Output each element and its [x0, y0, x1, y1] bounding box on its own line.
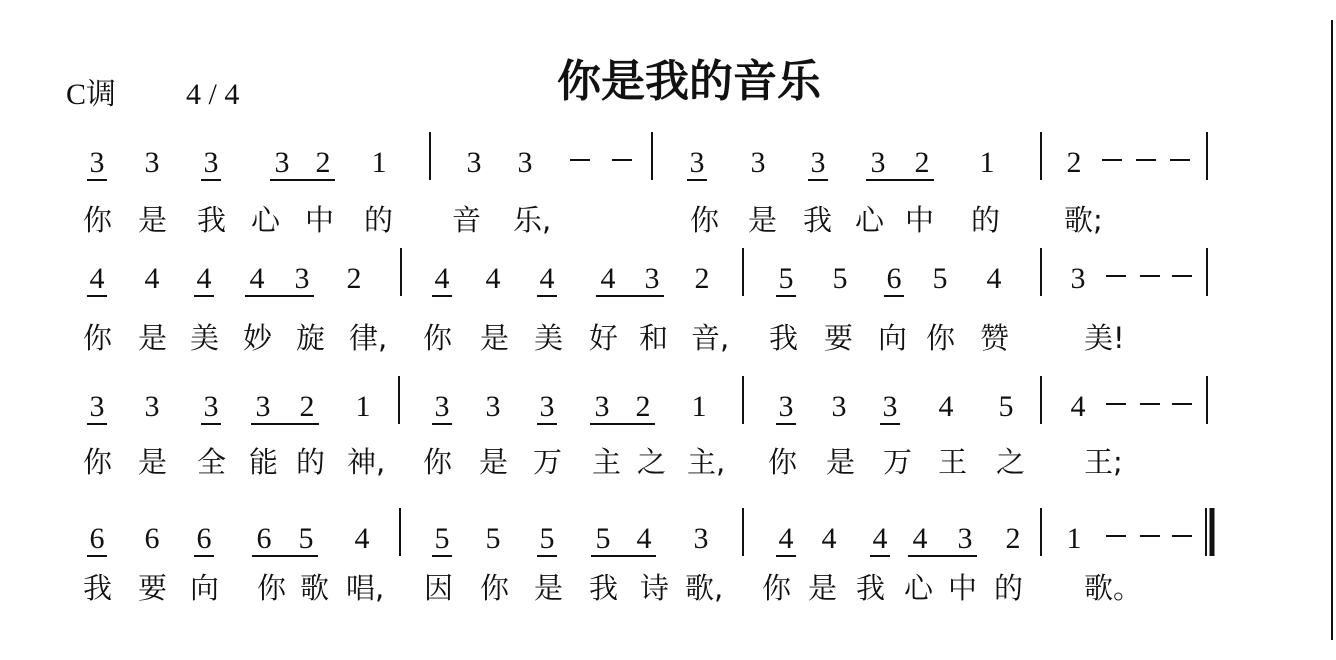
note: 5 — [434, 522, 450, 555]
lyric-syllable: 我 — [803, 203, 833, 237]
note: 3 — [810, 146, 826, 179]
key-signature: C调 — [66, 78, 117, 111]
note: 5 — [539, 522, 555, 555]
note: 6 — [89, 522, 105, 555]
score-line — [83, 248, 1207, 355]
note: 3 — [870, 146, 886, 179]
lyric-syllable: 你 — [83, 445, 113, 479]
lyric-syllable: 中 — [305, 203, 335, 237]
lyric-syllable: 要 — [824, 321, 854, 355]
note: 4 — [986, 262, 1002, 295]
lyric-syllable: 和 — [639, 321, 669, 355]
lyric-syllable: 妙 — [243, 321, 273, 355]
lyric-syllable: 是 — [748, 203, 778, 237]
lyric-syllable: 万 — [883, 445, 913, 479]
note: 4 — [144, 262, 160, 295]
note: 6 — [886, 262, 902, 295]
note: 3 — [539, 390, 555, 423]
note: 6 — [144, 522, 160, 555]
note: 2 — [346, 262, 362, 295]
note: 4 — [434, 262, 450, 295]
lyric-syllable: 主 — [592, 445, 622, 479]
score-line — [83, 508, 1212, 605]
time-signature: 4 / 4 — [186, 78, 240, 111]
lyric-syllable: 律, — [349, 321, 388, 355]
lyric-syllable: 旋 — [296, 321, 326, 355]
lyric-syllable: 诗 — [640, 571, 670, 605]
lyric-syllable: 赞 — [980, 321, 1010, 355]
lyric-syllable: 你 — [762, 571, 792, 605]
lyric-syllable: 你 — [423, 321, 453, 355]
note: 1 — [1066, 522, 1082, 555]
lyric-syllable: 向 — [878, 321, 908, 355]
notation-lines — [83, 132, 1212, 605]
lyric-syllable: 心 — [904, 571, 934, 605]
lyric-syllable: 我 — [197, 203, 227, 237]
note: 4 — [1070, 390, 1086, 423]
note: 4 — [636, 522, 652, 555]
lyric-syllable: 万 — [533, 445, 563, 479]
lyric-syllable: 神, — [347, 445, 386, 479]
lyric-syllable: 要 — [138, 571, 168, 605]
note: 3 — [255, 390, 271, 423]
lyric-syllable: 歌; — [1064, 203, 1103, 237]
note: 1 — [979, 146, 995, 179]
lyric-syllable: 能 — [249, 445, 279, 479]
lyric-syllable: 中 — [948, 571, 978, 605]
lyric-syllable: 的 — [364, 203, 394, 237]
note: 1 — [691, 390, 707, 423]
score-line — [83, 376, 1207, 479]
note: 3 — [517, 146, 533, 179]
lyric-syllable: 的 — [971, 203, 1001, 237]
lyric-syllable: 好 — [589, 321, 619, 355]
note: 3 — [294, 262, 310, 295]
lyric-syllable: 你 — [690, 203, 720, 237]
lyric-syllable: 音, — [691, 321, 730, 355]
note: 2 — [315, 146, 331, 179]
lyric-syllable: 之 — [637, 445, 667, 479]
lyric-syllable: 主, — [687, 445, 726, 479]
lyric-syllable: 之 — [996, 445, 1026, 479]
lyric-syllable: 歌, — [685, 571, 724, 605]
note: 3 — [89, 146, 105, 179]
lyric-syllable: 的 — [994, 571, 1024, 605]
lyric-syllable: 美 — [534, 321, 564, 355]
note: 3 — [693, 522, 709, 555]
lyric-syllable: 美! — [1084, 321, 1125, 355]
note: 3 — [957, 522, 973, 555]
lyric-syllable: 王 — [938, 445, 968, 479]
lyric-syllable: 是 — [480, 321, 510, 355]
note: 3 — [750, 146, 766, 179]
note: 3 — [644, 262, 660, 295]
lyric-syllable: 的 — [296, 445, 326, 479]
lyric-syllable: 我 — [589, 571, 619, 605]
note: 3 — [203, 146, 219, 179]
score-line — [83, 132, 1207, 237]
note: 3 — [274, 146, 290, 179]
lyric-syllable: 你 — [926, 321, 956, 355]
note: 3 — [1070, 262, 1086, 295]
lyric-syllable: 全 — [197, 445, 227, 479]
note: 3 — [831, 390, 847, 423]
note: 4 — [485, 262, 501, 295]
lyric-syllable: 是 — [138, 445, 168, 479]
lyric-syllable: 你 — [480, 571, 510, 605]
lyric-syllable: 是 — [479, 445, 509, 479]
lyric-syllable: 美 — [190, 321, 220, 355]
note: 5 — [778, 262, 794, 295]
note: 3 — [594, 390, 610, 423]
note: 4 — [196, 262, 212, 295]
lyric-syllable: 向 — [190, 571, 220, 605]
note: 1 — [355, 390, 371, 423]
note: 2 — [635, 390, 651, 423]
lyric-syllable: 心 — [855, 203, 885, 237]
note: 4 — [539, 262, 555, 295]
lyric-syllable: 你 — [83, 321, 113, 355]
note: 5 — [485, 522, 501, 555]
lyric-syllable: 乐, — [513, 203, 552, 237]
lyric-syllable: 我 — [83, 571, 113, 605]
lyric-syllable: 你 — [423, 445, 453, 479]
lyric-syllable: 中 — [905, 203, 935, 237]
note: 2 — [299, 390, 315, 423]
note: 6 — [196, 522, 212, 555]
lyric-syllable: 歌。 — [1084, 571, 1143, 605]
lyric-syllable: 是 — [826, 445, 856, 479]
lyric-syllable: 歌 — [300, 571, 330, 605]
note: 4 — [354, 522, 370, 555]
note: 5 — [932, 262, 948, 295]
note: 2 — [694, 262, 710, 295]
note: 4 — [872, 522, 888, 555]
lyric-syllable: 是 — [808, 571, 838, 605]
note: 4 — [600, 262, 616, 295]
note: 5 — [595, 522, 611, 555]
note: 4 — [249, 262, 265, 295]
note: 6 — [256, 522, 272, 555]
note: 4 — [938, 390, 954, 423]
note: 4 — [821, 522, 837, 555]
song-title: 你是我的音乐 — [557, 56, 821, 107]
lyric-syllable: 音 — [452, 203, 482, 237]
note: 2 — [1066, 146, 1082, 179]
note: 3 — [882, 390, 898, 423]
lyric-syllable: 是 — [534, 571, 564, 605]
lyric-syllable: 因 — [424, 571, 454, 605]
note: 3 — [144, 146, 160, 179]
note: 3 — [434, 390, 450, 423]
note: 3 — [485, 390, 501, 423]
lyric-syllable: 唱, — [346, 571, 385, 605]
lyric-syllable: 你 — [83, 203, 113, 237]
note: 3 — [89, 390, 105, 423]
note: 5 — [998, 390, 1014, 423]
note: 4 — [778, 522, 794, 555]
note: 1 — [371, 146, 387, 179]
note: 3 — [144, 390, 160, 423]
note: 3 — [466, 146, 482, 179]
note: 5 — [832, 262, 848, 295]
note: 3 — [689, 146, 705, 179]
note: 2 — [1005, 522, 1021, 555]
lyric-syllable: 我 — [769, 321, 799, 355]
note: 4 — [89, 262, 105, 295]
lyric-syllable: 我 — [856, 571, 886, 605]
lyric-syllable: 你 — [257, 571, 287, 605]
note: 3 — [778, 390, 794, 423]
lyric-syllable: 是 — [138, 203, 168, 237]
note: 4 — [912, 522, 928, 555]
lyric-syllable: 王; — [1084, 445, 1123, 479]
lyric-syllable: 你 — [768, 445, 798, 479]
note: 2 — [914, 146, 930, 179]
lyric-syllable: 心 — [251, 203, 281, 237]
note: 5 — [298, 522, 314, 555]
lyric-syllable: 是 — [138, 321, 168, 355]
note: 3 — [203, 390, 219, 423]
